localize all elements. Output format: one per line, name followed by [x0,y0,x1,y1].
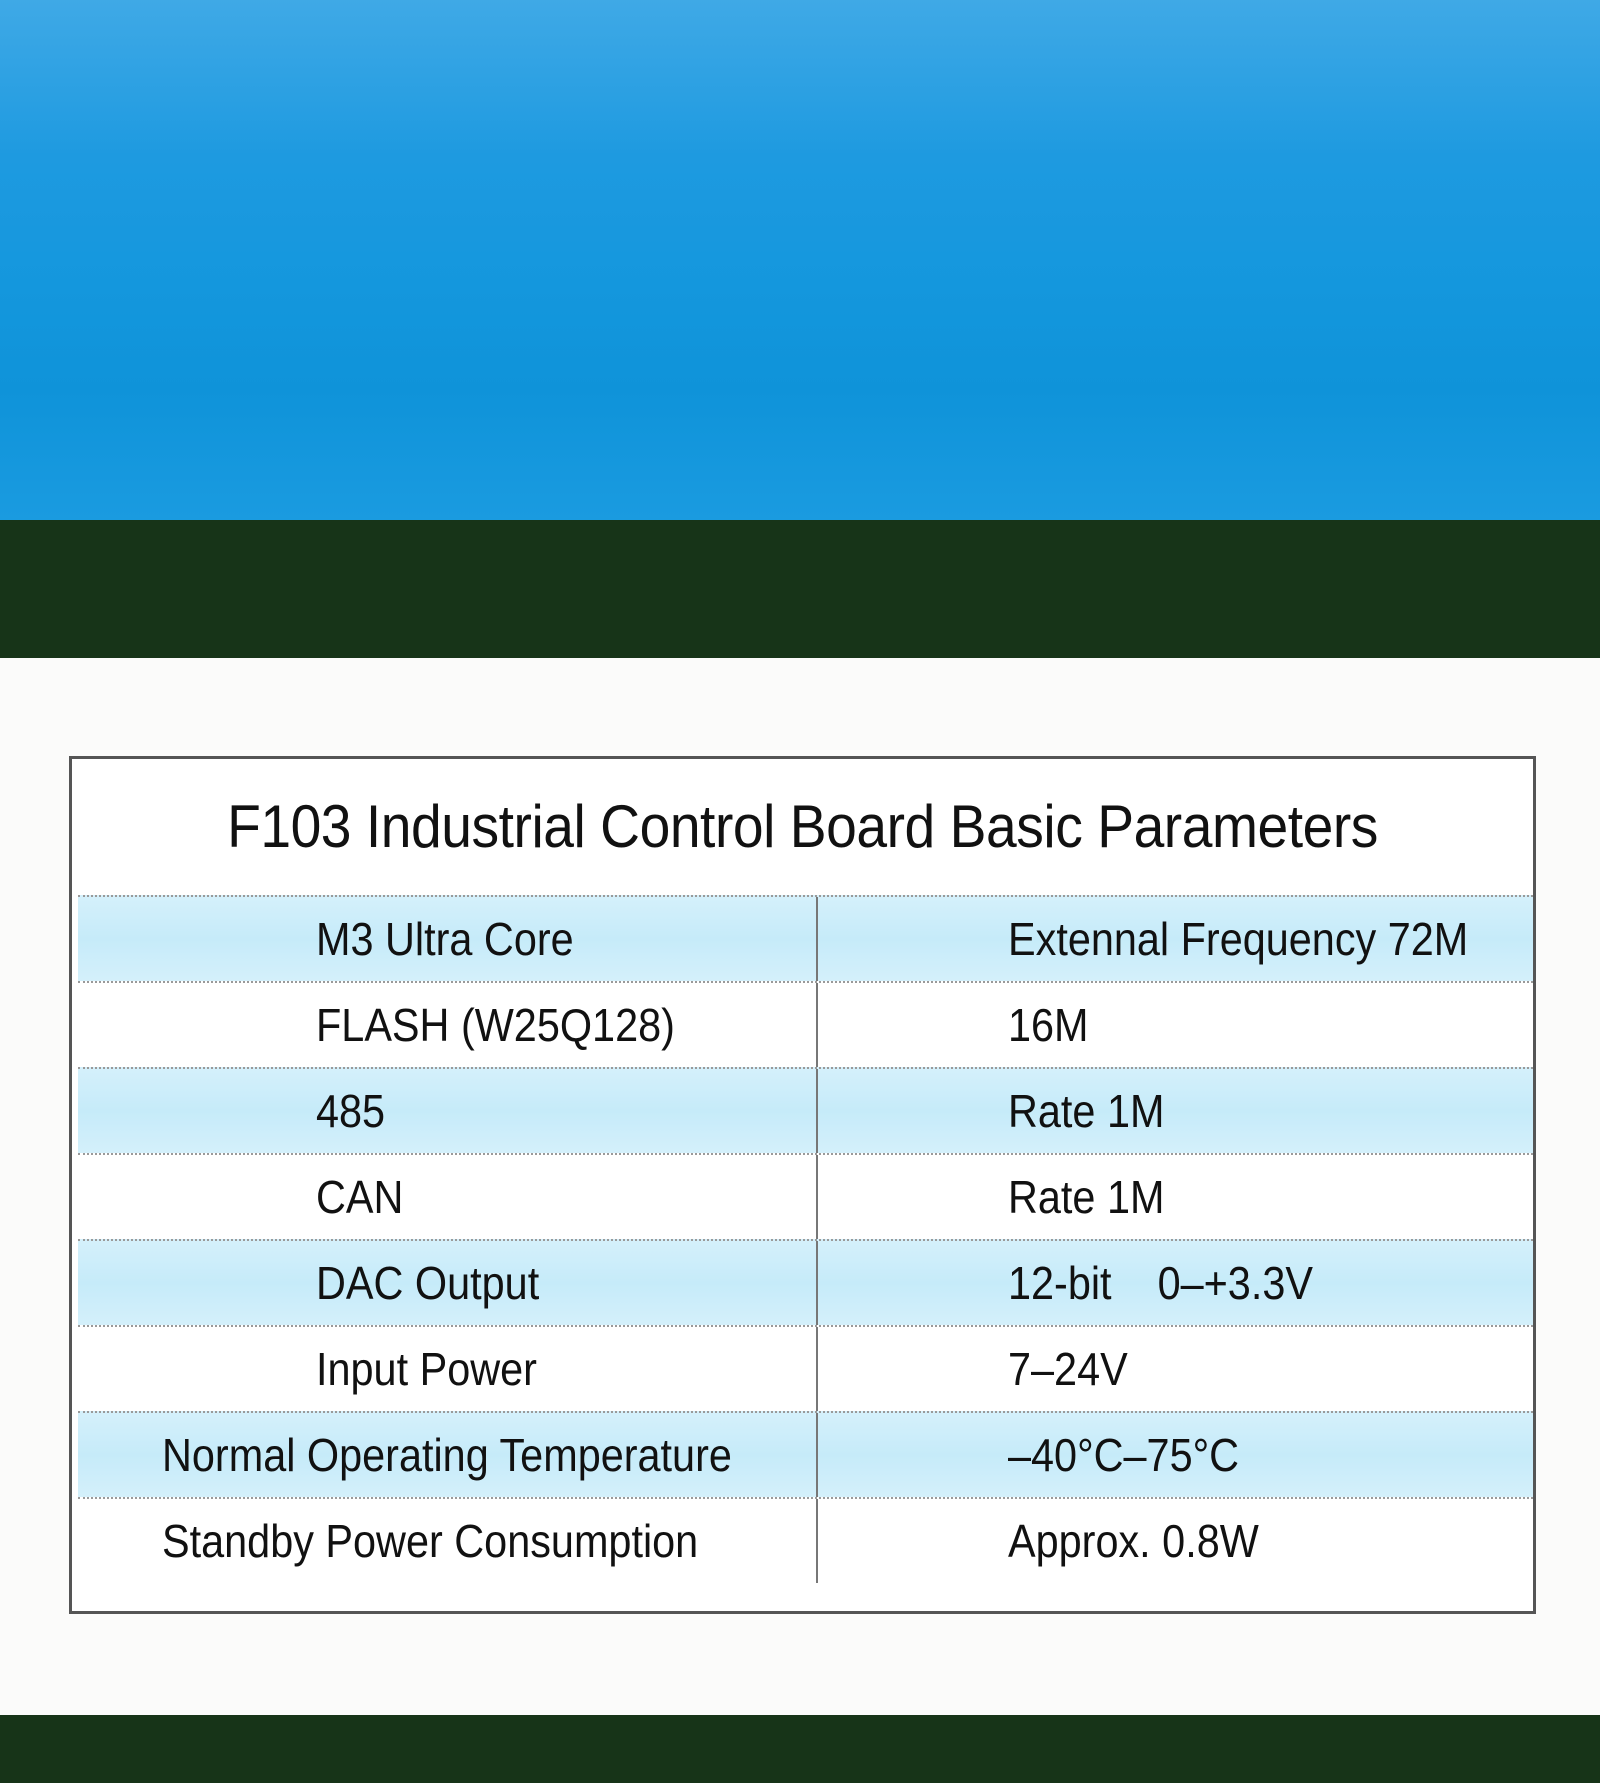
parameters-table [69,756,1536,1614]
value-cell [818,897,1533,981]
param-value: 16M [1008,999,1089,1051]
value-cell [818,983,1533,1067]
param-cell [78,897,818,981]
param-label: FLASH (W25Q128) [316,999,675,1051]
table-row [78,1153,1533,1239]
param-cell [78,1413,818,1497]
table-row [78,895,1533,981]
param-value: 12-bit 0–+3.3V [1008,1257,1313,1309]
param-label: M3 Ultra Core [316,913,574,965]
param-value: 7–24V [1008,1343,1128,1395]
param-cell [78,1499,818,1583]
param-label: DAC Output [316,1257,540,1309]
param-cell [78,1155,818,1239]
param-label: 485 [316,1085,386,1137]
param-label: CAN [316,1171,404,1223]
param-cell [78,1327,818,1411]
param-value: Approx. 0.8W [1008,1515,1259,1567]
dark-green-band [0,520,1600,658]
top-blue-band [0,0,1600,520]
value-cell [818,1155,1533,1239]
param-value: Rate 1M [1008,1085,1165,1137]
param-cell [78,1241,818,1325]
param-value: Extennal Frequency 72M [1008,913,1469,965]
value-cell [818,1413,1533,1497]
param-value: –40°C–75°C [1008,1429,1240,1481]
table-row [78,1497,1533,1583]
table-body [78,895,1533,1583]
param-cell [78,983,818,1067]
param-label: Standby Power Consumption [162,1515,699,1567]
param-cell [78,1069,818,1153]
table-row [78,981,1533,1067]
value-cell [818,1241,1533,1325]
table-row [78,1411,1533,1497]
param-label: Normal Operating Temperature [162,1429,732,1481]
param-label: Input Power [316,1343,537,1395]
table-row [78,1239,1533,1325]
param-value: Rate 1M [1008,1171,1165,1223]
table-title: F103 Industrial Control Board Basic Parameters [227,793,1378,860]
value-cell [818,1499,1533,1583]
value-cell [818,1069,1533,1153]
table-row [78,1067,1533,1153]
table-row [78,1325,1533,1411]
bottom-dark-band [0,1715,1600,1783]
value-cell [818,1327,1533,1411]
